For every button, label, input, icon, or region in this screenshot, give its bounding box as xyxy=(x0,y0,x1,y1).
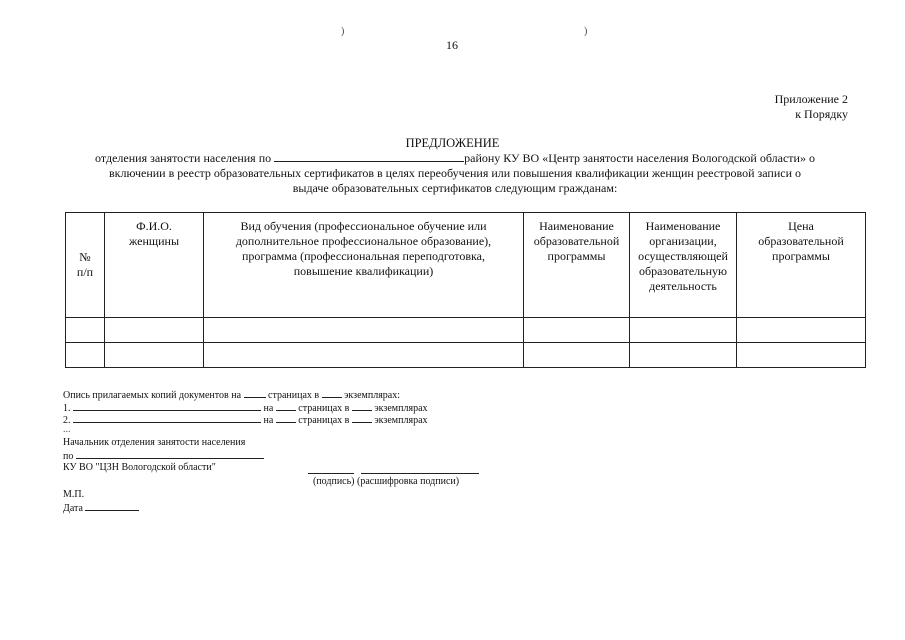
header-fio xyxy=(105,213,204,318)
header-program-name xyxy=(524,213,630,318)
item-1-copies-blank[interactable] xyxy=(352,400,372,411)
header-training-type-label: Вид обучения (профессиональное обучение или дополнительное профессиональное образование), программа (профессиональная переподготовка, повышение квалификации) xyxy=(235,219,492,278)
po-label: по xyxy=(63,451,74,462)
header-price-label: Цена образовательной программы xyxy=(758,219,844,263)
ellipsis: ... xyxy=(63,424,71,435)
appendix-line-1: Приложение 2 xyxy=(774,92,848,106)
table-cell[interactable] xyxy=(105,318,204,343)
table-row xyxy=(66,318,866,343)
item-number: 2. xyxy=(63,415,71,426)
date-blank[interactable] xyxy=(85,500,139,511)
table-header-row xyxy=(66,213,866,318)
item-2-doc-blank[interactable] xyxy=(73,412,261,423)
item-2-copies-blank[interactable] xyxy=(352,412,372,423)
table-cell[interactable] xyxy=(630,343,737,368)
header-program-name-label: Наименование образовательной программы xyxy=(533,219,620,263)
header-organization-label: Наименование организации, осуществляющей образовательную деятельность xyxy=(638,219,728,293)
scan-mark-left: ) xyxy=(341,26,345,37)
table-cell[interactable] xyxy=(66,343,105,368)
table-cell[interactable] xyxy=(737,318,866,343)
header-number-label: № п/п xyxy=(76,250,94,279)
subtitle-suffix: району КУ ВО «Центр занятости населения Вологодской области» о xyxy=(464,151,815,165)
inventory-pages-blank[interactable] xyxy=(244,387,266,398)
seal-label: М.П. xyxy=(63,489,85,500)
item-text-2: страницах в xyxy=(298,403,350,414)
inventory-text-3: экземплярах: xyxy=(344,390,401,401)
head-label: Начальник отделения занятости населения xyxy=(63,437,246,448)
district-blank[interactable] xyxy=(274,151,464,162)
org-label: КУ ВО "ЦЗН Вологодской области" xyxy=(63,462,216,473)
table-cell[interactable] xyxy=(630,318,737,343)
table-cell[interactable] xyxy=(524,318,630,343)
subtitle-prefix: отделения занятости населения по xyxy=(95,151,272,165)
inventory-text-2: страницах в xyxy=(268,390,320,401)
candidates-table xyxy=(65,212,866,368)
inventory-text: Опись прилагаемых копий документов на xyxy=(63,390,242,401)
table-cell[interactable] xyxy=(204,343,524,368)
department-blank[interactable] xyxy=(76,448,264,459)
date-label: Дата xyxy=(63,503,83,514)
item-1-pages-blank[interactable] xyxy=(276,400,296,411)
item-1-doc-blank[interactable] xyxy=(73,400,261,411)
item-text: на xyxy=(263,403,274,414)
table-cell[interactable] xyxy=(737,343,866,368)
table-cell[interactable] xyxy=(66,318,105,343)
subtitle-line-2: включении в реестр образовательных сертификатов в целях переобучения или повышения квалификации женщин реестровой записи о xyxy=(108,166,802,180)
subtitle-line-1 xyxy=(70,151,840,166)
table-cell[interactable] xyxy=(204,318,524,343)
table-cell[interactable] xyxy=(105,343,204,368)
subtitle-line-3: выдаче образовательных сертификатов следующим гражданам: xyxy=(292,181,618,195)
item-text: на xyxy=(263,415,274,426)
document-title: ПРЕДЛОЖЕНИЕ xyxy=(405,136,500,150)
table-cell[interactable] xyxy=(524,343,630,368)
item-number: 1. xyxy=(63,403,71,414)
item-2-pages-blank[interactable] xyxy=(276,412,296,423)
signature-caption: (подпись) (расшифровка подписи) xyxy=(313,476,460,487)
item-text-3: экземплярах xyxy=(374,415,428,426)
scan-mark-right: ) xyxy=(584,26,588,37)
page-number: 16 xyxy=(446,38,458,52)
header-organization xyxy=(630,213,737,318)
signature-decoding-blank[interactable] xyxy=(361,463,479,474)
inventory-copies-blank[interactable] xyxy=(322,387,342,398)
item-text-2: страницах в xyxy=(298,415,350,426)
header-training-type xyxy=(204,213,524,318)
header-price xyxy=(737,213,866,318)
inventory-item-2 xyxy=(63,412,428,427)
date-line xyxy=(63,500,139,515)
table-row xyxy=(66,343,866,368)
document-subtitle xyxy=(70,151,840,196)
signature-blank[interactable] xyxy=(308,463,354,474)
item-text-3: экземплярах xyxy=(374,403,428,414)
appendix-line-2: к Порядку xyxy=(795,107,848,121)
header-number xyxy=(66,213,105,318)
header-fio-label: Ф.И.О. женщины xyxy=(128,219,180,248)
appendix-reference xyxy=(775,92,848,122)
